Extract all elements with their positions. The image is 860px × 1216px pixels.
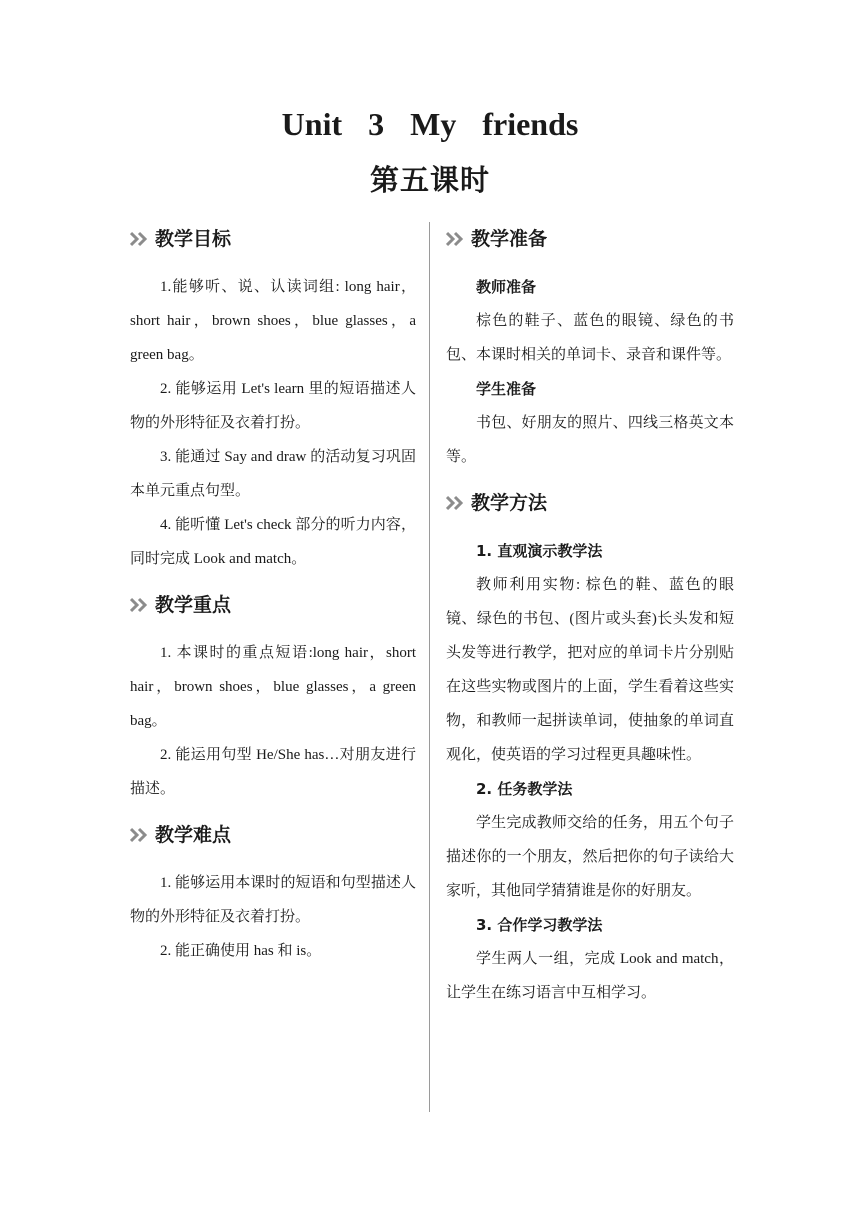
- double-chevron-icon: [130, 231, 154, 247]
- paragraph: 3. 能通过 Say and draw 的活动复习巩固本单元重点句型。: [130, 449, 416, 499]
- paragraph: 2. 能正确使用 has 和 is。: [160, 943, 322, 959]
- paragraph: 1. 本课时的重点短语:long hair，short hair，brown shoes，blue glasses，a green bag。: [130, 645, 416, 729]
- sub-heading-teacher: 教师准备: [476, 278, 537, 296]
- section-heading-difficulties: [130, 818, 416, 852]
- double-chevron-icon: [446, 231, 470, 247]
- section-heading-label: 教学目标: [155, 228, 232, 250]
- paragraph: 学生两人一组，完成 Look and match，让学生在练习语言中互相学习。: [446, 951, 734, 1001]
- section-heading-label: 教学方法: [471, 492, 548, 514]
- section-heading-methods: [446, 486, 734, 520]
- paragraph: 4. 能听懂 Let's check 部分的听力内容，同时完成 Look and match。: [130, 517, 416, 567]
- section-heading-objectives: [130, 222, 416, 256]
- sub-heading-method-2: 2. 任务教学法: [476, 780, 573, 798]
- paragraph: 教师利用实物: 棕色的鞋、蓝色的眼镜、绿色的书包、(图片或头套)长头发和短头发等进行教学，把对应的单词卡片分别贴在这些实物或图片的上面，学生看着这些实物，和教师一起拼读单词，使抽象的单词直观化，使英语的学习过程更具趣味性。: [446, 577, 734, 763]
- page-title: Unit 3 My friends: [281, 106, 579, 142]
- section-heading-key-points: [130, 588, 416, 622]
- left-column: [130, 222, 416, 968]
- section-heading-preparation: [446, 222, 734, 256]
- paragraph: 2. 能运用句型 He/She has…对朋友进行描述。: [130, 747, 416, 797]
- sub-heading-method-1: 1. 直观演示教学法: [476, 542, 603, 560]
- paragraph: 棕色的鞋子、蓝色的眼镜、绿色的书包、本课时相关的单词卡、录音和课件等。: [446, 313, 734, 363]
- paragraph: 学生完成教师交给的任务，用五个句子描述你的一个朋友，然后把你的句子读给大家听，其他同学猜猜谁是你的好朋友。: [446, 815, 734, 899]
- double-chevron-icon: [446, 495, 470, 511]
- paragraph: 2. 能够运用 Let's learn 里的短语描述人物的外形特征及衣着打扮。: [130, 381, 416, 431]
- sub-heading-student: 学生准备: [476, 380, 537, 398]
- double-chevron-icon: [130, 827, 154, 843]
- double-chevron-icon: [130, 597, 154, 613]
- section-heading-label: 教学重点: [155, 594, 232, 616]
- section-heading-label: 教学准备: [471, 228, 548, 250]
- lesson-subtitle: 第五课时: [369, 163, 490, 197]
- column-divider: [429, 222, 430, 1112]
- paragraph: 1. 能够运用本课时的短语和句型描述人物的外形特征及衣着打扮。: [130, 875, 416, 925]
- section-heading-label: 教学难点: [155, 824, 232, 846]
- paragraph: 1.能够听、说、认读词组: long hair，short hair，brown shoes，blue glasses，a green bag。: [130, 279, 416, 363]
- right-column: [446, 222, 734, 1010]
- sub-heading-method-3: 3. 合作学习教学法: [476, 916, 603, 934]
- paragraph: 书包、好朋友的照片、四线三格英文本等。: [446, 415, 734, 465]
